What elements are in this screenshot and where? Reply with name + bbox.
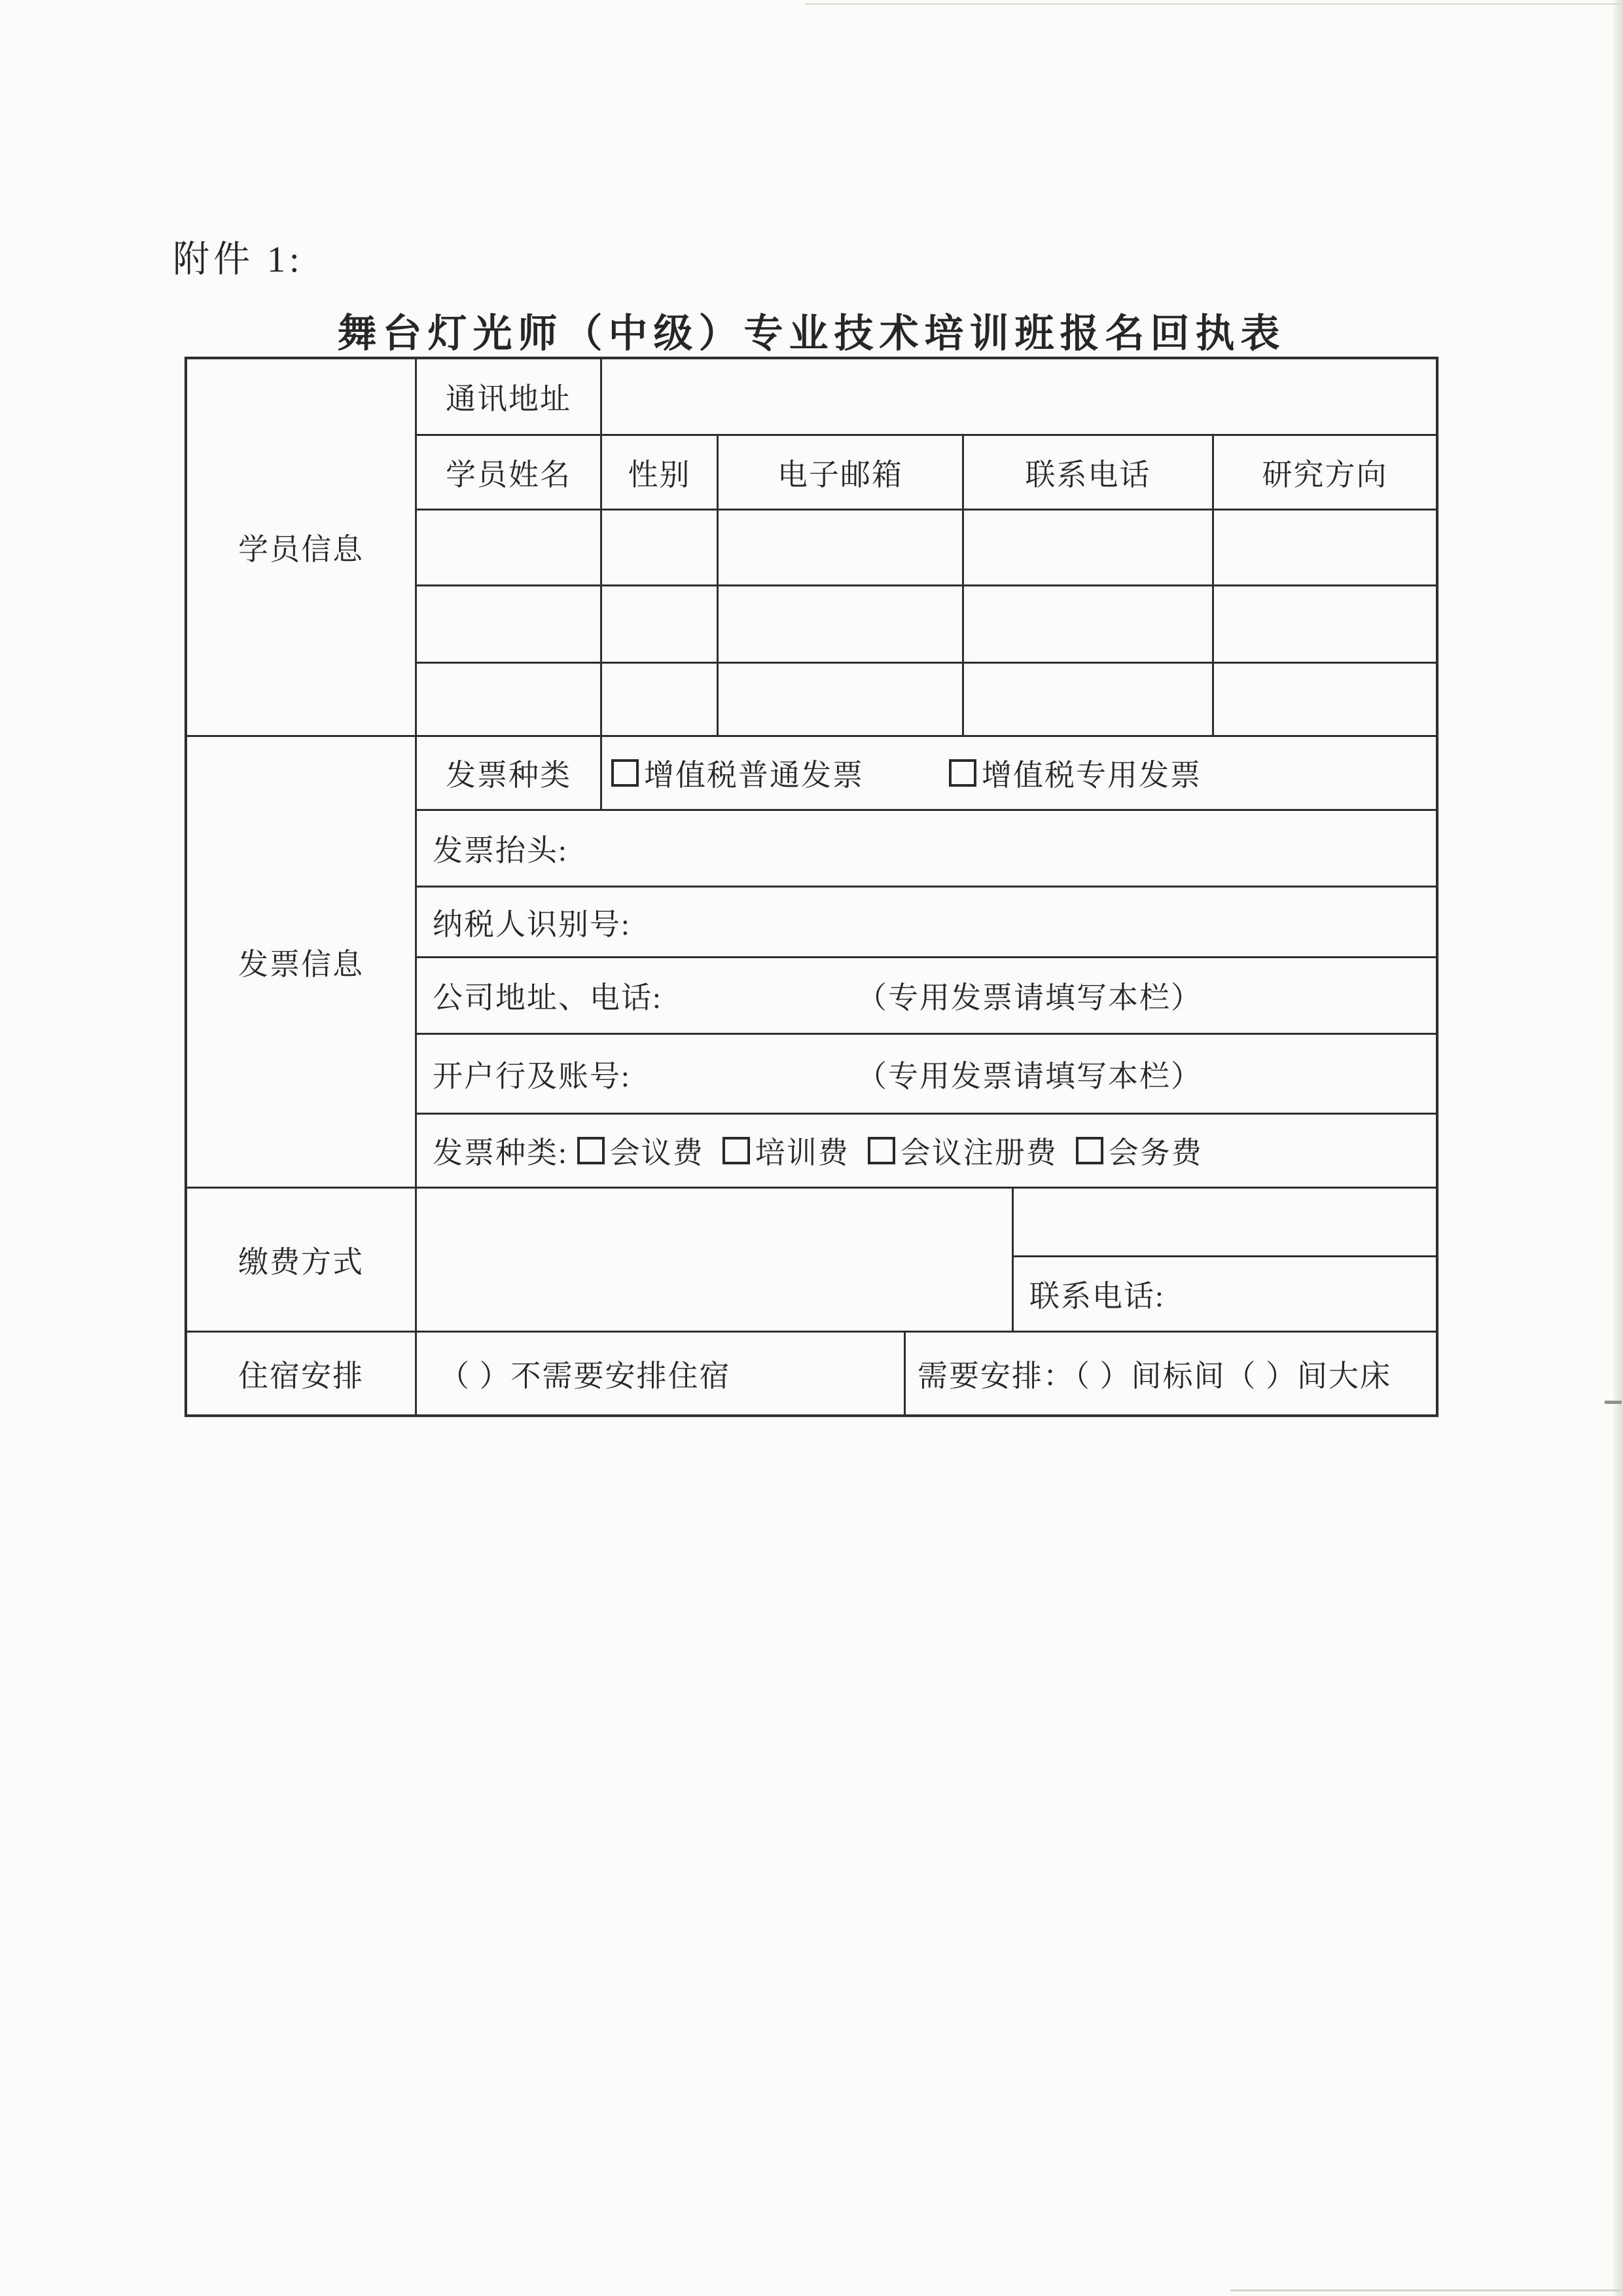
- option-label: 培训费: [755, 1136, 849, 1170]
- research-direction-input-cell[interactable]: [1214, 664, 1436, 735]
- checkbox-icon[interactable]: [722, 1137, 750, 1164]
- scan-mark-artifact: [1605, 1401, 1622, 1404]
- phone-input-cell[interactable]: [964, 586, 1212, 662]
- scan-edge-line-artifact: [1230, 2289, 1623, 2291]
- attachment-label: 附件 1:: [173, 240, 304, 280]
- option-label: 会务费: [1108, 1136, 1203, 1170]
- column-header-research-direction: 研究方向: [1214, 436, 1436, 509]
- checkbox-icon[interactable]: [611, 759, 639, 787]
- payment-method-input-cell[interactable]: [417, 1189, 1012, 1331]
- scan-edge-line-artifact: [805, 3, 1623, 5]
- payment-contact-phone-field[interactable]: [1014, 1257, 1436, 1331]
- student-name-input-cell[interactable]: [417, 586, 600, 662]
- payment-contact-phone-label: 联系电话:: [1029, 1280, 1165, 1313]
- column-header-phone: 联系电话: [964, 436, 1212, 509]
- gender-input-cell[interactable]: [602, 664, 717, 735]
- column-header-student-name: 学员姓名: [417, 436, 600, 509]
- checkbox-icon[interactable]: [1076, 1137, 1103, 1164]
- invoice-kind-option-general: [611, 751, 864, 795]
- lodging-option-need-room[interactable]: 需要安排：（ ）间标间（ ）间大床: [906, 1333, 1436, 1414]
- section-label-invoice-info: 发票信息: [187, 737, 415, 1187]
- email-input-cell[interactable]: [719, 664, 962, 735]
- company-address-phone-label: 公司地址、电话:: [433, 981, 662, 1014]
- phone-input-cell[interactable]: [964, 511, 1212, 584]
- special-invoice-note: （专用发票请填写本栏）: [857, 981, 1202, 1014]
- section-label-lodging: 住宿安排: [187, 1333, 415, 1414]
- fee-option-conference-registration-fee: [868, 1129, 1058, 1172]
- special-invoice-note: （专用发票请填写本栏）: [857, 1059, 1202, 1093]
- invoice-kind-label: 发票种类: [417, 737, 600, 809]
- invoice-title-field[interactable]: [417, 811, 1436, 886]
- option-label: 增值税专用发票: [982, 759, 1202, 792]
- mailing-address-label: 通讯地址: [417, 359, 600, 434]
- bank-account-label: 开户行及账号:: [433, 1059, 631, 1093]
- company-address-phone-field[interactable]: [417, 958, 1436, 1033]
- section-label-payment-method: 缴费方式: [187, 1189, 415, 1331]
- research-direction-input-cell[interactable]: [1214, 511, 1436, 584]
- gender-input-cell[interactable]: [602, 586, 717, 662]
- research-direction-input-cell[interactable]: [1214, 586, 1436, 662]
- fee-option-conference-service-fee: [1076, 1129, 1203, 1172]
- column-header-gender: 性别: [602, 436, 717, 509]
- checkbox-icon[interactable]: [949, 759, 976, 787]
- invoice-title-label: 发票抬头:: [433, 834, 568, 867]
- invoice-kind-options-cell: [602, 737, 1436, 809]
- student-name-input-cell[interactable]: [417, 511, 600, 584]
- checkbox-icon[interactable]: [868, 1137, 895, 1164]
- email-input-cell[interactable]: [719, 586, 962, 662]
- column-header-email: 电子邮箱: [719, 436, 962, 509]
- form-title: 舞台灯光师（中级）专业技术培训班报名回执表: [337, 312, 1286, 355]
- checkbox-icon[interactable]: [577, 1137, 605, 1164]
- invoice-kind-option-special: [949, 751, 1202, 795]
- invoice-fee-type-cell: [417, 1115, 1436, 1187]
- fee-option-conference-fee: [577, 1129, 704, 1172]
- email-input-cell[interactable]: [719, 511, 962, 584]
- option-label: 会议注册费: [900, 1136, 1058, 1170]
- section-label-student-info: 学员信息: [187, 359, 415, 735]
- phone-input-cell[interactable]: [964, 664, 1212, 735]
- payment-right-input-cell[interactable]: [1014, 1189, 1436, 1255]
- fee-option-training-fee: [722, 1129, 849, 1172]
- mailing-address-input-cell[interactable]: [602, 359, 1436, 434]
- gender-input-cell[interactable]: [602, 511, 717, 584]
- scan-page-edge-artifact: [1612, 0, 1623, 2296]
- student-name-input-cell[interactable]: [417, 664, 600, 735]
- option-label: 增值税普通发票: [644, 759, 864, 792]
- lodging-option-no-room[interactable]: （ ）不需要安排住宿: [417, 1333, 904, 1414]
- fee-type-label: 发票种类:: [433, 1136, 568, 1170]
- taxpayer-id-label: 纳税人识别号:: [433, 907, 631, 941]
- registration-table: [185, 357, 1438, 1417]
- taxpayer-id-field[interactable]: [417, 888, 1436, 956]
- bank-account-field[interactable]: [417, 1035, 1436, 1113]
- option-label: 会议费: [609, 1136, 704, 1170]
